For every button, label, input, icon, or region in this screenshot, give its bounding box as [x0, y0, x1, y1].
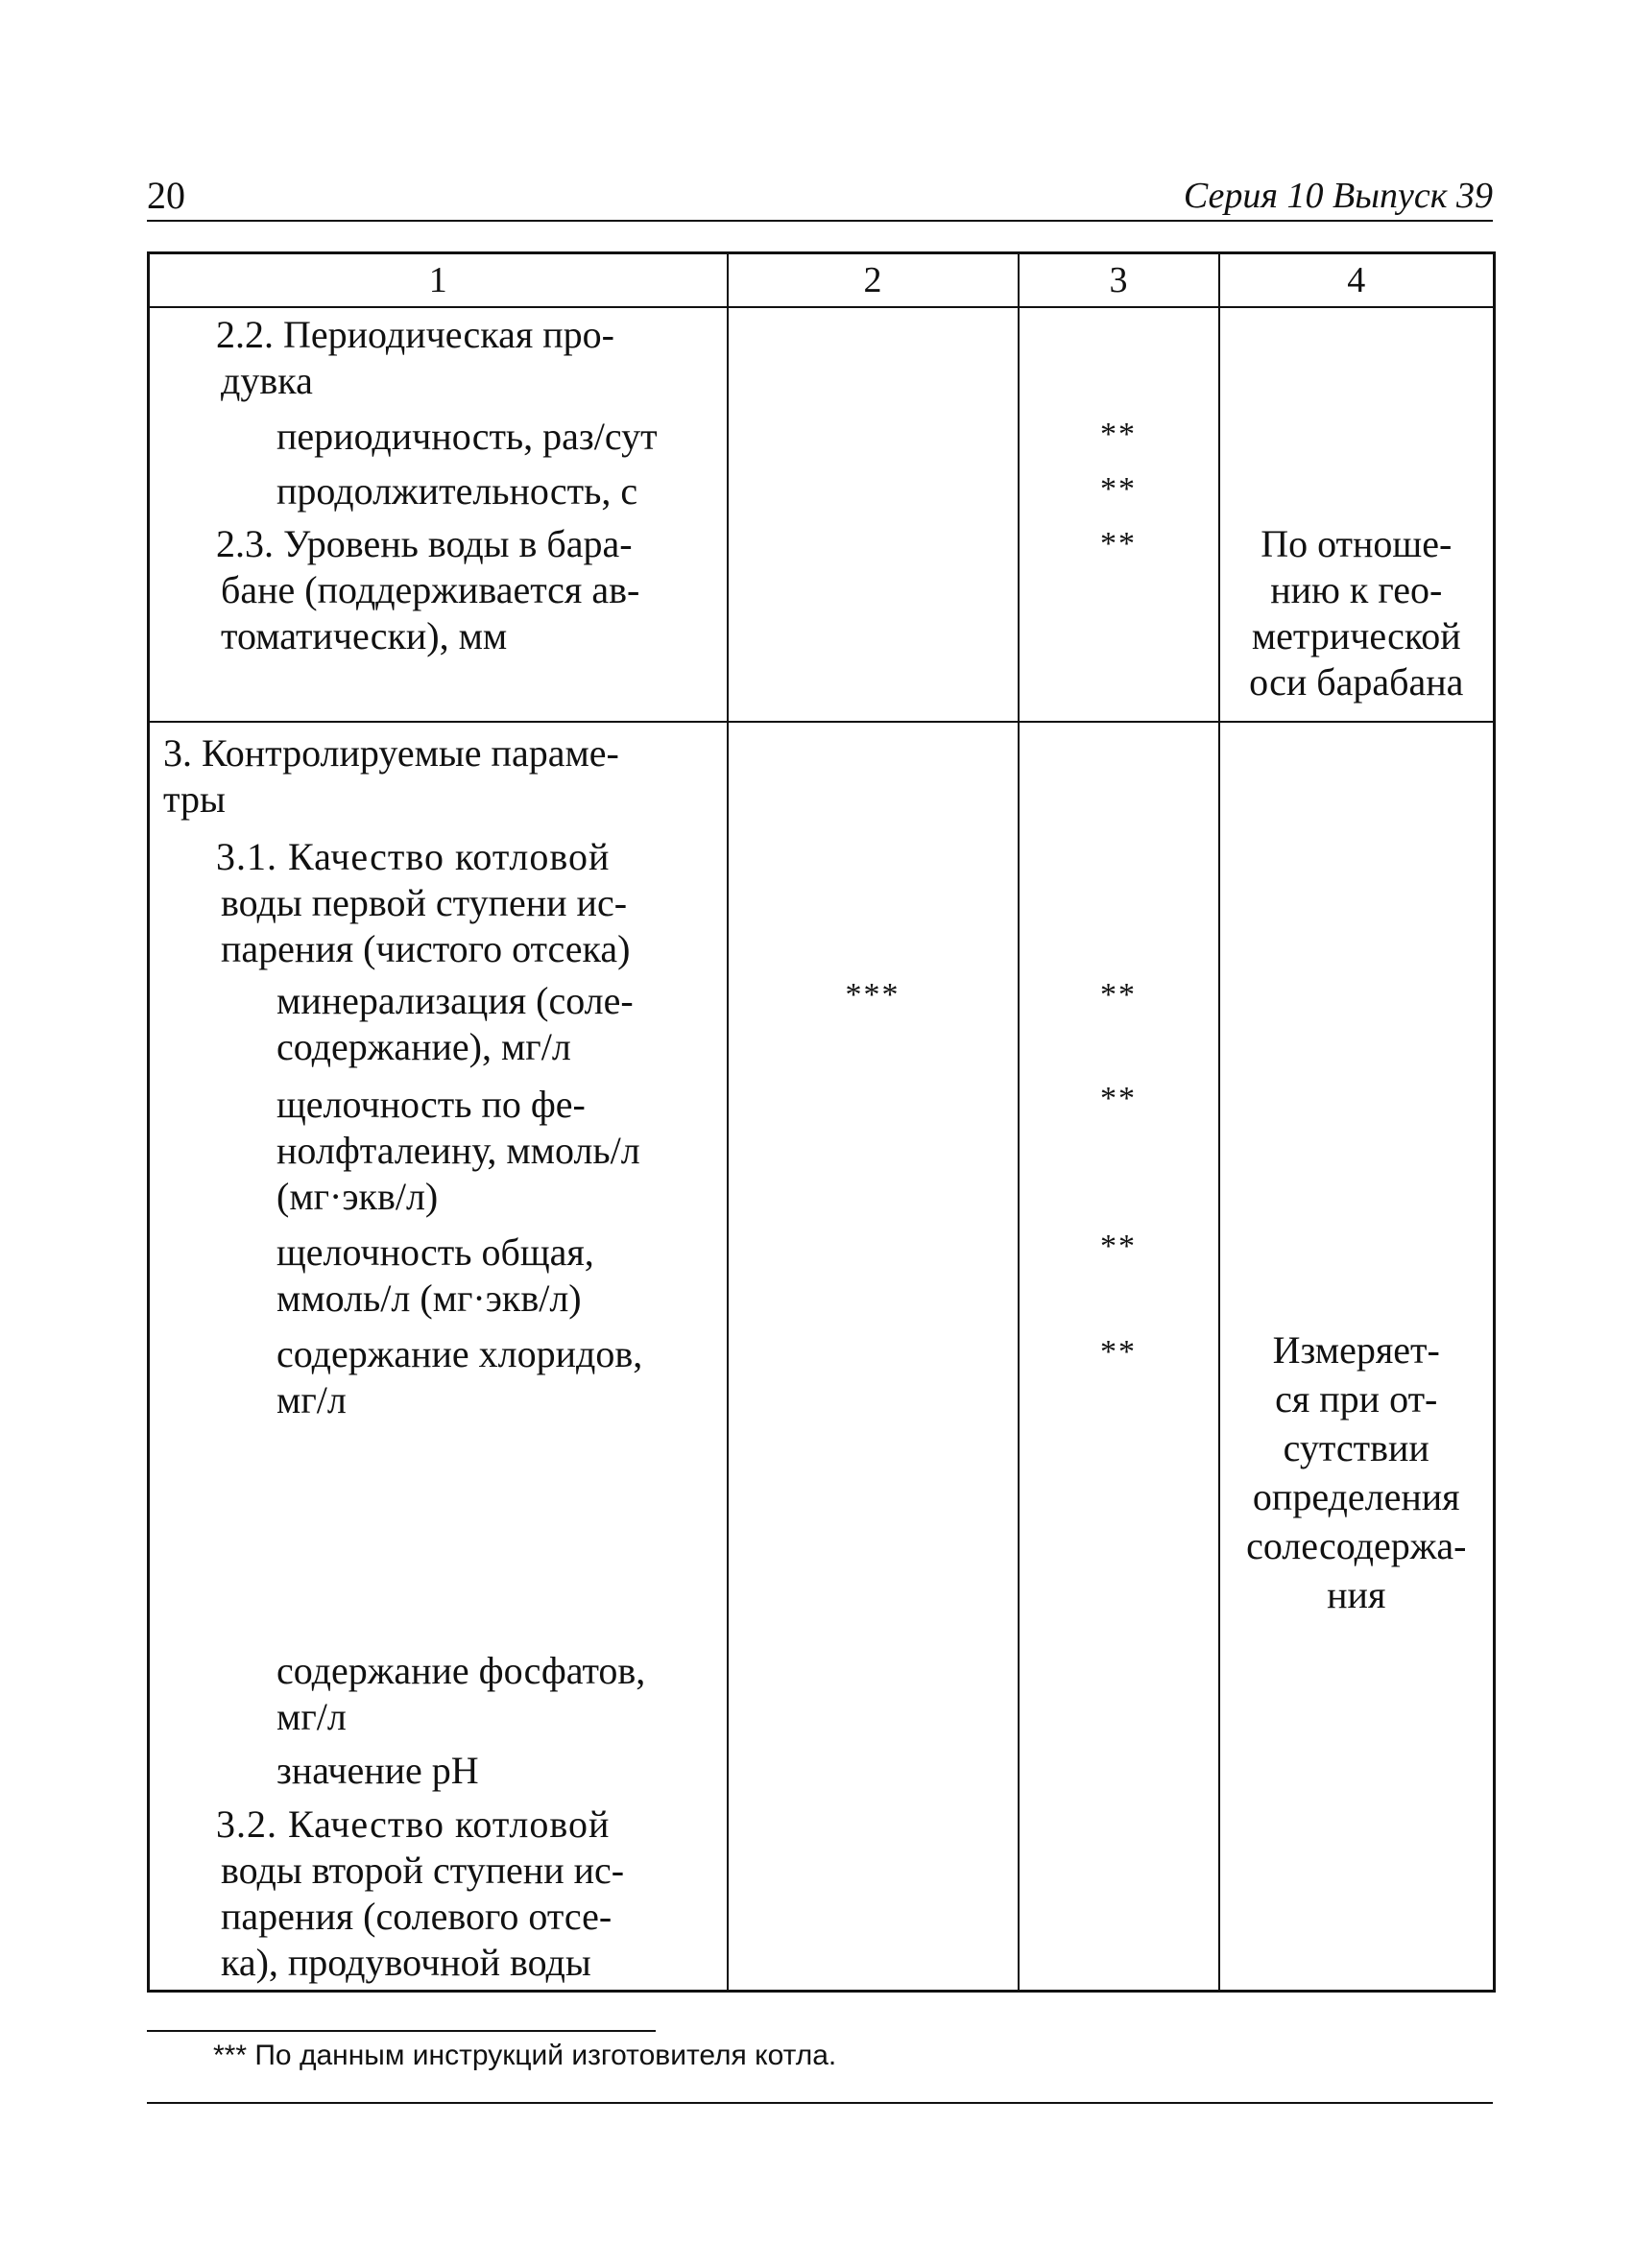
mark-water-level: ** — [1100, 526, 1137, 561]
cell-section-3-col2 — [728, 722, 1019, 1992]
item-3-1-line-3: парения (чистого отсека) — [221, 927, 631, 970]
cell-section-3-col3 — [1019, 722, 1219, 1992]
item-2-3-line-1: 2.3. Уровень воды в бара- — [216, 522, 633, 565]
note-chlorides-line-5: солесодержа- — [1246, 1524, 1467, 1567]
mark-periodicity: ** — [1100, 417, 1137, 452]
cell-section-2-col2 — [728, 307, 1019, 722]
table-header-row — [149, 253, 1495, 308]
item-3-2-line-2: воды второй ступени ис- — [221, 1849, 625, 1892]
series-title: Серия 10 Выпуск 39 — [1183, 176, 1493, 216]
cell-section-2-col4 — [1219, 307, 1495, 722]
column-header-1: 1 — [149, 253, 728, 308]
chlorides-line-1: содержание хлоридов, — [276, 1332, 643, 1375]
mark-alk-total: ** — [1100, 1229, 1137, 1264]
note-chlorides-line-1: Измеряет- — [1272, 1328, 1440, 1372]
page-header — [147, 171, 1493, 221]
note-2-3-line-2: нию к гео- — [1270, 568, 1443, 611]
column-header-2: 2 — [728, 253, 1019, 308]
mark-mineralization: ** — [1100, 977, 1137, 1013]
page-number: 20 — [147, 174, 185, 217]
alk-total-line-2: ммоль/л (мг·экв/л) — [276, 1277, 582, 1320]
parameters-table — [147, 251, 1496, 1993]
note-chlorides-line-2: ся при от- — [1275, 1377, 1438, 1420]
bottom-rule — [147, 2102, 1493, 2104]
item-2-2-line-1: 2.2. Периодическая про- — [216, 313, 614, 356]
item-3-1-line-2: воды первой ступени ис- — [221, 881, 628, 924]
alk-phenol-line-2: нолфталеину, ммоль/л — [276, 1129, 640, 1172]
item-3-1-line-1: 3.1. Качество котловой — [216, 835, 611, 878]
item-3-2-line-4: ка), продувочной воды — [221, 1941, 591, 1984]
mineralization-line-2: содержание), мг/л — [276, 1025, 571, 1068]
section-3-title-line-2: тры — [163, 777, 226, 821]
table-row-section-2 — [149, 307, 1495, 722]
cell-section-2-col3 — [1019, 307, 1219, 722]
alk-phenol-line-1: щелочность по фе- — [276, 1083, 586, 1126]
table-row-section-3 — [149, 722, 1495, 1992]
item-3-2-line-3: парения (солевого отсе- — [221, 1895, 612, 1938]
alk-phenol-line-3: (мг·экв/л) — [276, 1175, 439, 1218]
mark-chlorides: ** — [1100, 1334, 1137, 1370]
note-chlorides-line-6: ния — [1327, 1573, 1386, 1616]
cell-section-3-col4 — [1219, 722, 1495, 1992]
chlorides-line-2: мг/л — [276, 1378, 347, 1421]
item-2-2-line-2: дувка — [221, 359, 313, 402]
column-header-4: 4 — [1219, 253, 1495, 308]
note-2-3-line-4: оси барабана — [1249, 660, 1464, 704]
alk-total-line-1: щелочность общая, — [276, 1230, 594, 1274]
ph-value: значение pH — [276, 1749, 479, 1792]
cell-section-2-col1 — [149, 307, 728, 722]
footnote: *** По данным инструкций изготовителя котла. — [213, 2040, 837, 2071]
note-2-3-line-3: метрической — [1251, 614, 1461, 657]
note-2-3-line-1: По отноше- — [1261, 522, 1453, 565]
header-rule — [147, 220, 1493, 222]
item-3-2-line-1: 3.2. Качество котловой — [216, 1802, 611, 1846]
item-2-2-periodicity: периодичность, раз/сут — [276, 415, 658, 458]
phosphates-line-1: содержание фосфатов, — [276, 1649, 646, 1692]
mineralization-line-1: минерализация (соле- — [276, 979, 634, 1022]
mark-alk-phenol: ** — [1100, 1081, 1137, 1116]
item-2-3-line-2: бане (поддерживается ав- — [221, 568, 640, 611]
note-chlorides-line-3: сутствии — [1283, 1426, 1429, 1469]
phosphates-line-2: мг/л — [276, 1695, 347, 1738]
note-chlorides-line-4: определения — [1252, 1475, 1460, 1518]
cell-section-3-col1 — [149, 722, 728, 1992]
item-2-2-duration: продолжительность, с — [276, 469, 638, 513]
mark-manufacturer: *** — [845, 977, 901, 1013]
footnote-rule — [147, 2030, 656, 2032]
section-3-title-line-1: 3. Контролируемые параме- — [163, 731, 619, 775]
mark-duration: ** — [1100, 471, 1137, 507]
column-header-3: 3 — [1019, 253, 1219, 308]
item-2-3-line-3: томатически), мм — [221, 614, 508, 657]
